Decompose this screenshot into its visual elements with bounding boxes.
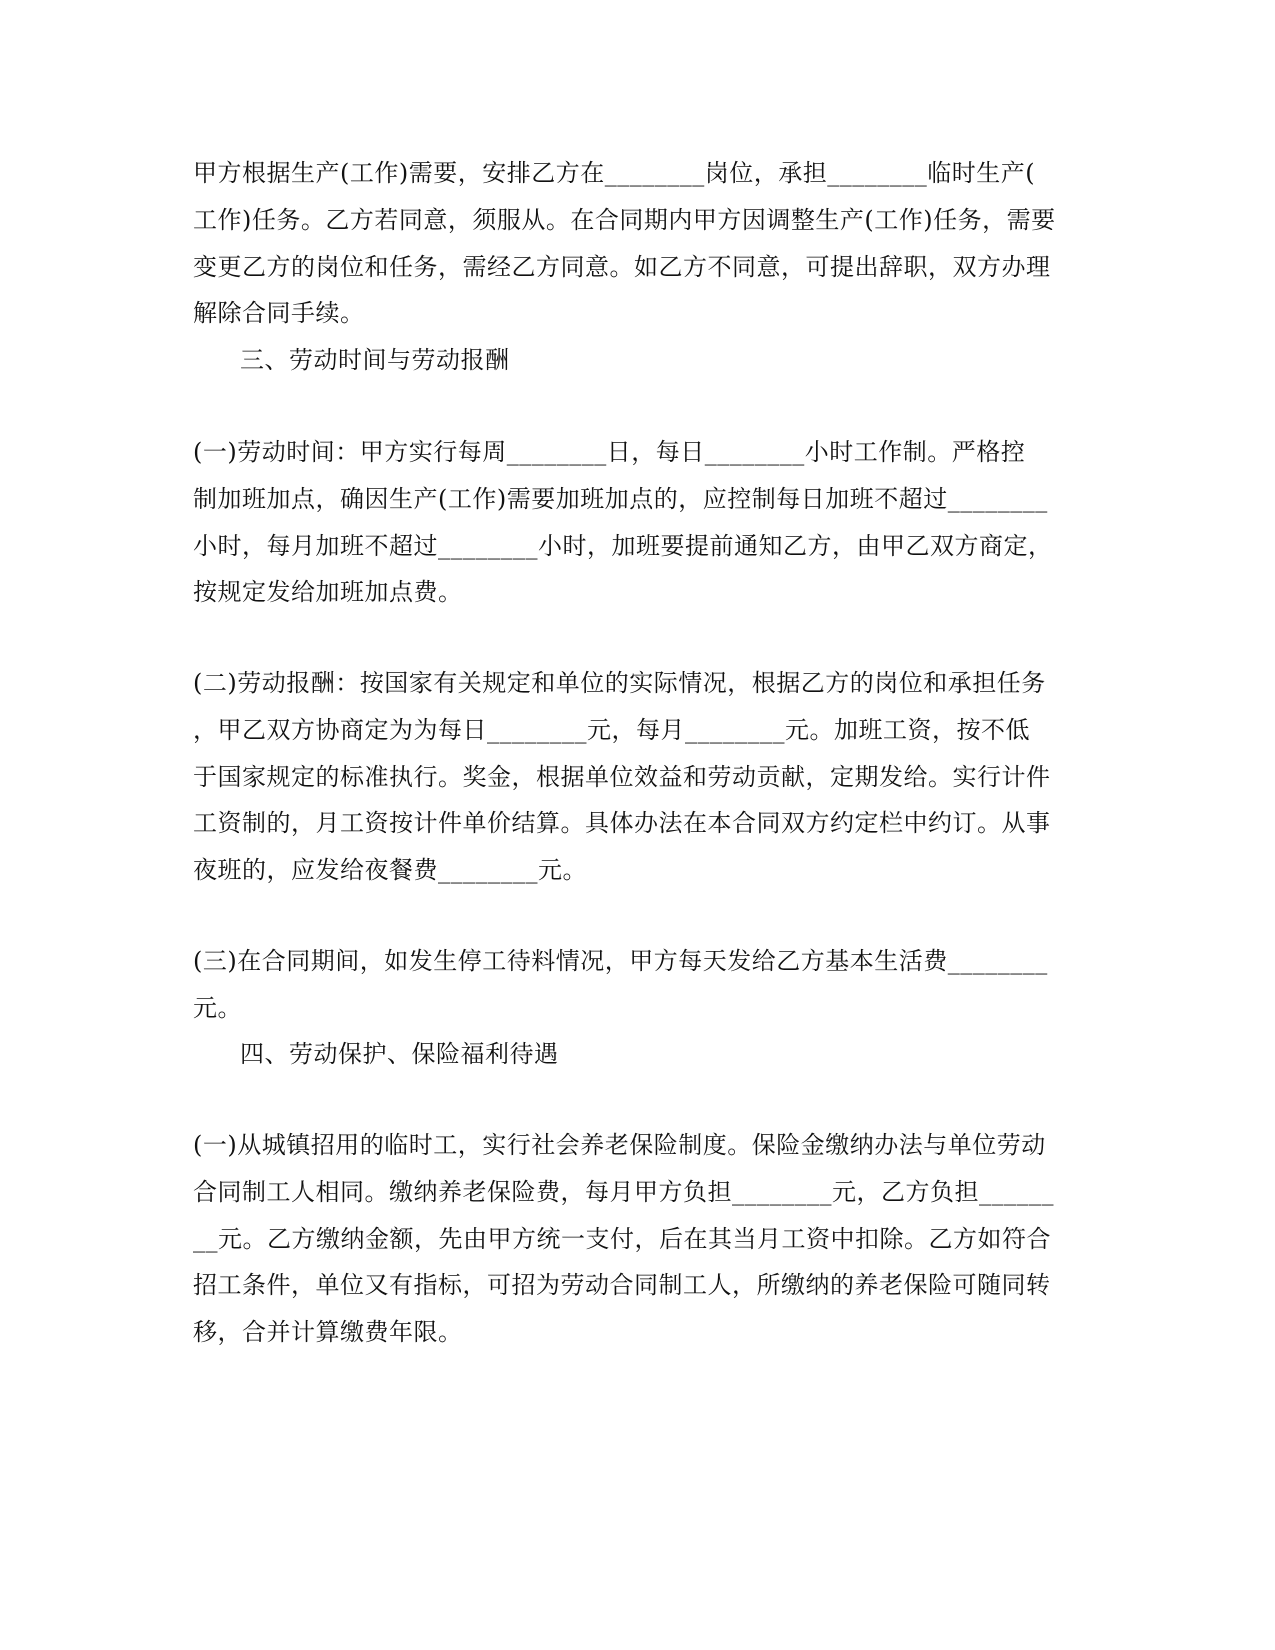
body-text-line: (三)在合同期间，如发生停工待料情况，甲方每天发给乙方基本生活费________ — [193, 947, 1048, 975]
body-text-line: 元。 — [193, 994, 242, 1022]
body-text-line: 小时，每月加班不超过________小时，加班要提前通知乙方，由甲乙双方商定， — [193, 532, 1053, 560]
body-text-line: 合同制工人相同。缴纳养老保险费，每月甲方负担________元，乙方负担______ — [193, 1178, 1054, 1206]
body-text-line: 移，合并计算缴费年限。 — [193, 1318, 463, 1346]
body-text-line: 按规定发给加班加点费。 — [193, 578, 463, 606]
body-text-line: 甲方根据生产(工作)需要，安排乙方在________岗位，承担________临时生产( — [193, 159, 1036, 187]
body-text-line: (一)从城镇招用的临时工，实行社会养老保险制度。保险金缴纳办法与单位劳动 — [193, 1131, 1046, 1159]
section-heading: 三、劳动时间与劳动报酬 — [240, 346, 510, 374]
body-text-line: 制加班加点，确因生产(工作)需要加班加点的，应控制每日加班不超过________ — [193, 485, 1048, 513]
body-text-line: 招工条件，单位又有指标，可招为劳动合同制工人，所缴纳的养老保险可随同转 — [193, 1271, 1051, 1299]
body-text-line: 工资制的，月工资按计件单价结算。具体办法在本合同双方约定栏中约订。从事 — [193, 809, 1051, 837]
body-text-line: 夜班的，应发给夜餐费________元。 — [193, 856, 587, 884]
body-text-line: (二)劳动报酬：按国家有关规定和单位的实际情况，根据乙方的岗位和承担任务 — [193, 669, 1046, 697]
body-text-line: 工作)任务。乙方若同意，须服从。在合同期内甲方因调整生产(工作)任务，需要 — [193, 206, 1056, 234]
body-text-line: __元。乙方缴纳金额，先由甲方统一支付，后在其当月工资中扣除。乙方如符合 — [193, 1225, 1051, 1253]
body-text-line: (一)劳动时间：甲方实行每周________日，每日________小时工作制。严格控 — [193, 438, 1026, 466]
section-heading: 四、劳动保护、保险福利待遇 — [240, 1040, 559, 1068]
body-text-line: 变更乙方的岗位和任务，需经乙方同意。如乙方不同意，可提出辞职，双方办理 — [193, 253, 1051, 281]
body-text-line: 解除合同手续。 — [193, 299, 365, 327]
body-text-line: ，甲乙双方协商定为为每日________元，每月________元。加班工资，按不低 — [193, 716, 1030, 744]
body-text-line: 于国家规定的标准执行。奖金，根据单位效益和劳动贡献，定期发给。实行计件 — [193, 763, 1051, 791]
